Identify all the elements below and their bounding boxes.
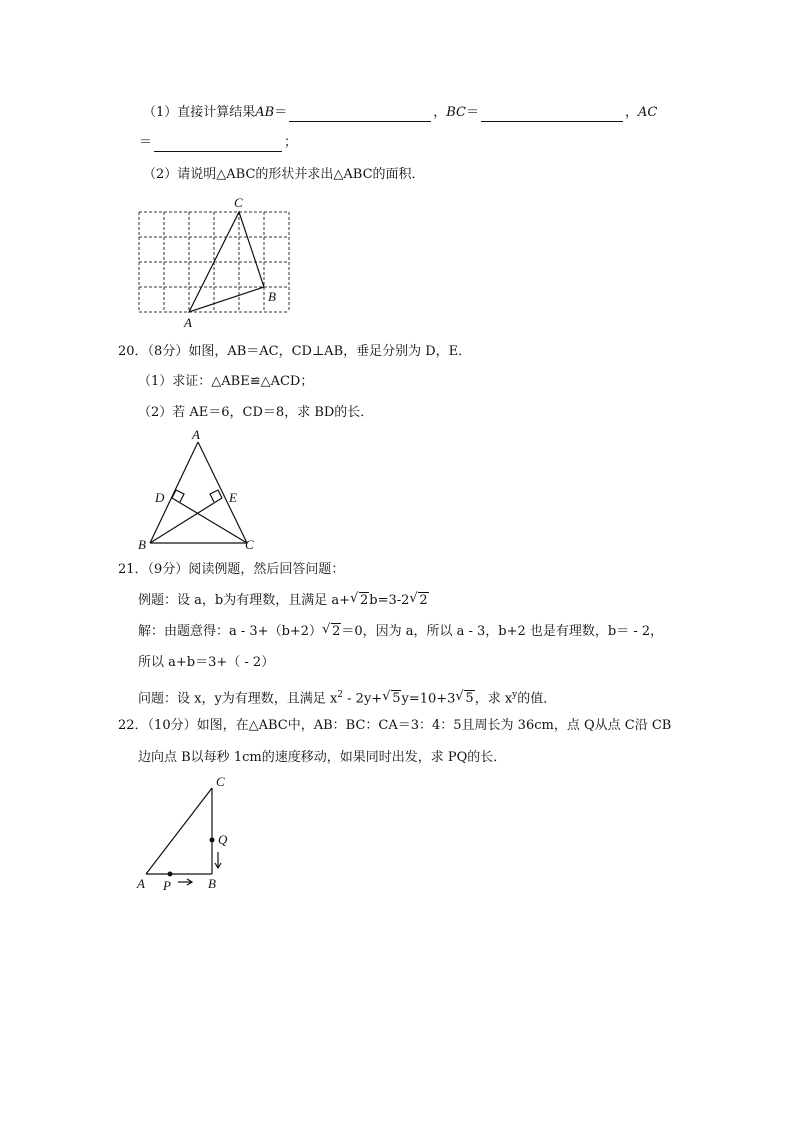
q19-part1-prefix: （1）直接计算结果 [143, 105, 256, 120]
eq-sign: ＝ [139, 135, 153, 150]
ac-answer-blank[interactable] [154, 137, 282, 152]
example-mid: b=3-2 [369, 593, 410, 608]
semicolon: ； [284, 135, 298, 150]
q21-solution-2: 所以 a+b＝3+（ - 2） [138, 655, 275, 670]
q22-figure [132, 772, 242, 897]
q20-figure [132, 428, 267, 553]
exponent-2: 2 [337, 690, 344, 700]
bc-label: BC [446, 105, 467, 120]
ab-answer-blank[interactable] [289, 107, 431, 122]
solution-1b: ＝0，因为 a，所以 a - 3，b+2 也是有理数，b＝ - 2， [341, 624, 664, 639]
q21-header: 21．（9分）阅读例题，然后回答问题： [118, 562, 345, 577]
label-b: B [208, 876, 216, 891]
solution-1a: 解：由题意得：a - 3+（b+2） [138, 624, 323, 639]
radicand: 5 [392, 691, 401, 707]
sqrt-2: √ 2 [349, 591, 369, 608]
q22-line1: 22．（10分）如图，在△ABC中，AB：BC：CA＝3：4：5且周长为 36cm，点 Q从点 C沿 CB [118, 718, 672, 733]
q19-grid-figure [130, 195, 300, 335]
example-prefix: 例题：设 a，b为有理数，且满足 a+ [138, 593, 350, 608]
problem-c: y=10+3 [401, 691, 456, 707]
comma: ， [433, 105, 447, 120]
side-ac [146, 788, 212, 874]
bc-answer-blank[interactable] [481, 107, 623, 122]
problem-e: 的值． [517, 691, 557, 707]
radicand: 5 [465, 691, 474, 707]
problem-d: ，求 x [474, 691, 513, 707]
radicand: 2 [419, 593, 428, 608]
label-c: C [216, 774, 225, 789]
label-b: B [138, 537, 146, 552]
label-a: A [192, 428, 200, 442]
q19-part1-line2 [139, 134, 297, 152]
sqrt-2: √ 2 [322, 622, 341, 639]
label-c: C [245, 537, 254, 552]
label-c: C [234, 195, 243, 210]
label-a: A [137, 876, 145, 891]
q21-example [138, 592, 429, 610]
q20-part2: （2）若 AE＝6，CD＝8，求 BD的长． [138, 405, 374, 420]
q21-problem [138, 686, 556, 708]
label-p: P [163, 878, 171, 893]
sqrt-5: √ 5 [382, 689, 401, 707]
right-angle-e [210, 490, 222, 502]
q20-part1: （1）求证：△ABE≌△ACD； [138, 374, 314, 389]
eq-sign: ＝ [466, 105, 480, 120]
exponent-y: y [512, 690, 518, 700]
point-q [210, 838, 215, 843]
ab-label: AB [255, 105, 275, 120]
q19-part2: （2）请说明△ABC的形状并求出△ABC的面积． [143, 167, 425, 182]
q19-part1-line [143, 104, 657, 122]
sqrt-5: √ 5 [455, 689, 474, 707]
label-q: Q [218, 832, 228, 847]
label-e: E [229, 490, 237, 505]
label-d: D [155, 490, 165, 505]
sqrt-2: √ 2 [409, 591, 428, 608]
problem-a: 问题：设 x，y为有理数，且满足 x [138, 691, 338, 707]
point-p [168, 872, 173, 877]
q22-line2: 边向点 B以每秒 1cm的速度移动，如果同时出发，求 PQ的长． [138, 750, 507, 765]
q21-solution-1 [138, 623, 663, 641]
problem-b: - 2y+ [343, 691, 383, 707]
ac-label: AC [638, 105, 658, 120]
label-a: A [184, 315, 192, 330]
q20-header: 20．（8分）如图，AB＝AC，CD⊥AB，垂足分别为 D，E． [118, 344, 472, 359]
label-b: B [268, 289, 276, 304]
radicand: 2 [332, 624, 341, 639]
radicand: 2 [359, 593, 369, 608]
comma: ， [625, 105, 639, 120]
eq-sign: ＝ [274, 105, 288, 120]
